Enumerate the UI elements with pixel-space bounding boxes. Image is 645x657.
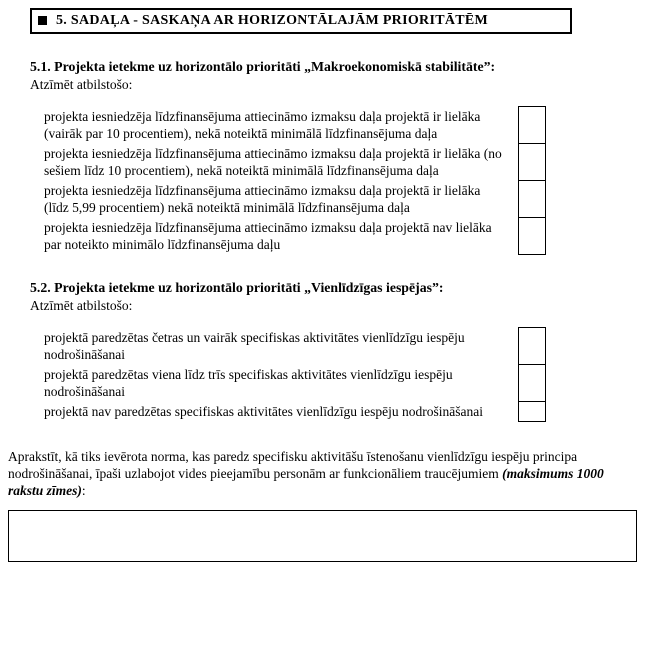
option-label: projekta iesniedzēja līdzfinansējuma attiecināmo izmaksu daļa projektā ir lielāka (vairāk par 10 procentiem), nekā noteiktā minimālā līdzfinansējuma daļa	[44, 108, 481, 141]
option-label: projekta iesniedzēja līdzfinansējuma attiecināmo izmaksu daļa projektā nav lielāka par noteikto minimālo līdzfinansējuma daļu	[44, 219, 492, 252]
section-title-bar	[30, 8, 572, 34]
heading-5-2: 5.2. Projekta ietekme uz horizontālo prioritāti „Vienlīdzīgas iespējas”:	[30, 280, 444, 295]
option-row	[44, 365, 546, 402]
option-row	[44, 107, 546, 144]
black-square-icon	[38, 16, 47, 25]
heading-5-1: 5.1. Projekta ietekme uz horizontālo prioritāti „Makroekonomiskā stabilitāte”:	[30, 59, 496, 74]
checkbox[interactable]	[519, 365, 546, 402]
option-label: projektā paredzētas četras un vairāk specifiskas aktivitātes vienlīdzīgu iespēju nodrošināšanai	[44, 329, 465, 362]
option-row	[44, 144, 546, 181]
instruction-5-1: Atzīmēt atbilstošo:	[30, 77, 133, 92]
description-limit-note: (maksimums 1000 rakstu zīmes)	[8, 466, 604, 498]
description-input-box[interactable]	[8, 510, 637, 562]
section-title: 5. SADAĻA - SASKAŅA AR HORIZONTĀLAJĀM PRIORITĀTĒM	[56, 13, 489, 28]
option-row	[44, 218, 546, 255]
checkbox[interactable]	[519, 181, 546, 218]
option-row	[44, 181, 546, 218]
option-label: projektā nav paredzētas specifiskas aktivitātes vienlīdzīgu iespēju nodrošināšanai	[44, 403, 483, 419]
checkbox[interactable]	[519, 107, 546, 144]
checkbox[interactable]	[519, 218, 546, 255]
option-label: projekta iesniedzēja līdzfinansējuma attiecināmo izmaksu daļa projektā ir lielāka (līdz 5,99 procentiem) nekā noteiktā minimālā līdzfinansējuma daļa	[44, 182, 481, 215]
option-label: projektā paredzētas viena līdz trīs specifiskas aktivitātes vienlīdzīgu iespēju nodrošināšanai	[44, 366, 453, 399]
options-table-5-1	[44, 106, 546, 255]
option-row	[44, 328, 546, 365]
option-label: projekta iesniedzēja līdzfinansējuma attiecināmo izmaksu daļa projektā ir lielāka (no sešiem līdz 10 procentiem), nekā noteiktā minimālā līdzfinansējuma daļa	[44, 145, 502, 178]
description-prompt-text: Aprakstīt, kā tiks ievērota norma, kas paredz specifisku aktivitāšu īstenošanu vienlīdzīgu iespēju principa nodrošināšanai, īpaši uzlabojot vides pieejamību personām ar funkcionāliem traucējumiem	[8, 449, 578, 481]
description-colon: :	[81, 483, 86, 498]
description-prompt	[8, 448, 637, 499]
options-table-5-2	[44, 327, 546, 422]
instruction-5-2: Atzīmēt atbilstošo:	[30, 298, 133, 313]
option-row	[44, 402, 546, 422]
checkbox[interactable]	[519, 402, 546, 422]
checkbox[interactable]	[519, 144, 546, 181]
checkbox[interactable]	[519, 328, 546, 365]
